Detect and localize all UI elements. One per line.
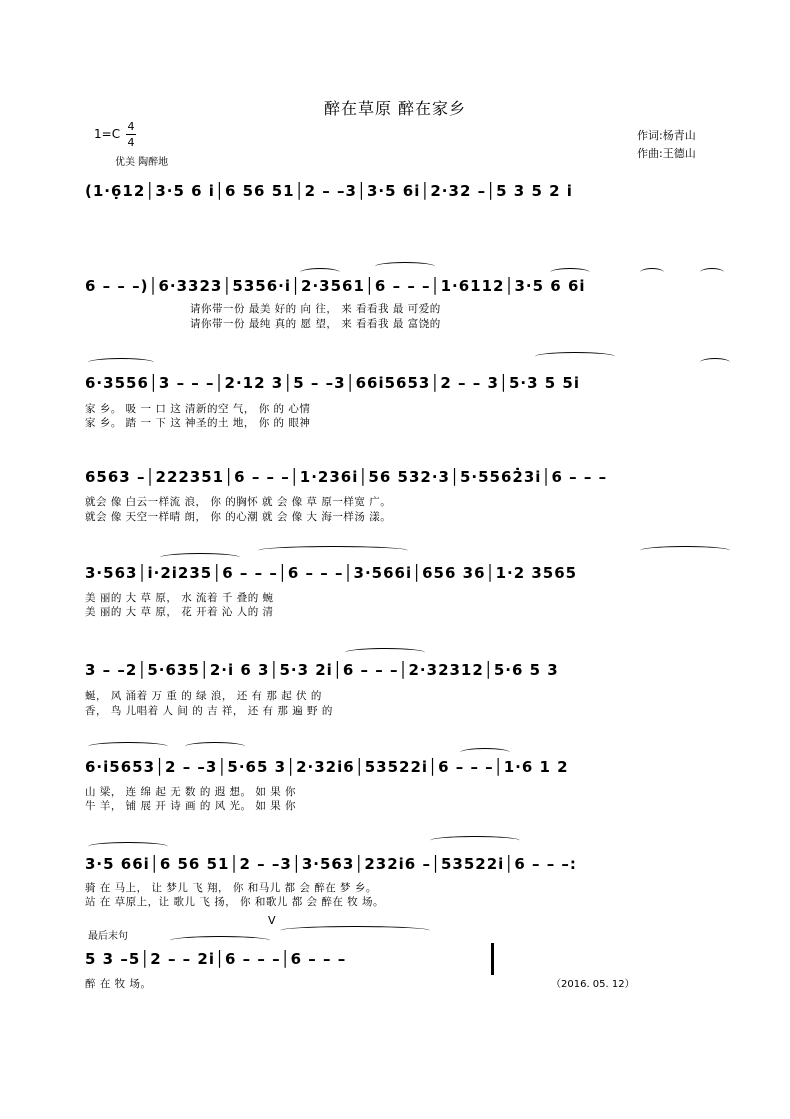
slur — [375, 262, 435, 271]
lyrics-line-2-verse-1: 请你带一份 最美 好的 向 往， 来 看看我 最 可爱的 — [190, 303, 441, 315]
lyrics-line-8-verse-1: 骑 在 马上， 让 梦儿 飞 翔， 你 和马儿 都 会 醉在 梦 乡。 — [85, 882, 377, 894]
score-line-1: (1·6̣12│3·5 6 i│6 56 51│2 – –3│3·5 6i│2·32 –│5 3 5 2 i — [85, 182, 573, 200]
key-signature: 1=C — [94, 127, 121, 141]
lyrics-line-coda: 醉 在 牧 场。 — [85, 978, 152, 990]
lyrics-line-3-verse-2: 家 乡。 踏 一 下 这 神圣的土 地， 你 的 眼神 — [85, 417, 311, 429]
slur — [170, 936, 270, 945]
lyrics-line-6-verse-1: 蜒， 风 涌着 万 重 的 绿 浪， 还 有 那 起 伏 的 — [85, 690, 322, 702]
lyrics-line-7-verse-2: 牛 羊， 铺 展 开 诗 画 的 风 光。 如 果 你 — [85, 800, 297, 812]
slur — [640, 546, 730, 555]
lyrics-line-4-verse-1: 就会 像 白云一样流 浪， 你 的胸怀 就 会 像 草 原一样宽 广。 — [85, 496, 392, 508]
score-line-6: 3 – –2│5·635│2·i 6 3│5·3 2i│6 – – –│2·32312│5·6 5 3 — [85, 661, 559, 679]
score-line-5: 3·563│i·2i235│6 – – –│6 – – –│3·566i│656 36│1·2 3565 — [85, 564, 578, 582]
coda-label: 最后末句 — [88, 931, 128, 942]
slur — [88, 358, 154, 367]
slur — [160, 553, 240, 562]
score-line-3: 6·3556│3 – – –│2·12 3│5 – –3│66i5653│2 – – 3│5·3 5 5i — [85, 374, 580, 392]
score-line-7: 6·i5653│2 – –3│5·65 3│2·32i6│53522i│6 – – –│1·6 1 2 — [85, 758, 569, 776]
score-line-4: 6563 –│222351│6 – – –│1·236i│56 532·3│5·5562̇3i│6 – – – — [85, 468, 608, 486]
slur — [535, 352, 615, 361]
lyrics-line-5-verse-2: 美 丽的 大 草 原， 花 开着 沁 人的 清 — [85, 606, 274, 618]
score-line-2: 6 – – –)│6·3323│5356·i│2·3561│6 – – –│1·6112│3·5 6 6i — [85, 277, 586, 295]
slur — [258, 546, 408, 555]
score-line-coda: 5 3 –5│2 – – 2i│6 – – –│6 – – – — [85, 950, 347, 968]
final-barline — [491, 943, 494, 975]
slur — [460, 748, 510, 757]
page-title: 醉在草原 醉在家乡 — [323, 99, 467, 118]
time-signature — [126, 120, 136, 149]
slur — [345, 648, 425, 657]
slur — [88, 842, 168, 851]
breath-mark: V — [268, 914, 276, 927]
lyrics-line-2-verse-2: 请你带一份 最纯 真的 愿 望， 来 看看我 最 富饶的 — [190, 318, 441, 330]
score-line-8: 3·5 66i│6 56 51│2 – –3│3·563│232i6 –│53522i│6 – – –: — [85, 855, 577, 873]
fraction-line — [126, 134, 136, 135]
slur — [300, 268, 340, 277]
lyrics-line-8-verse-2: 站 在 草原上，让 歌儿 飞 扬， 你 和歌儿 都 会 醉在 牧 场。 — [85, 896, 385, 908]
date-stamp: （2016. 05. 12） — [551, 979, 635, 990]
composer-credit: 作曲:王德山 — [637, 147, 696, 160]
slur — [430, 836, 520, 845]
lyrics-line-7-verse-1: 山 梁， 连 绵 起 无 数 的 遐 想。 如 果 你 — [85, 786, 297, 798]
slur — [280, 926, 430, 935]
lyrics-line-6-verse-2: 香， 鸟 儿唱着 人 间 的 吉 祥， 还 有 那 遍 野 的 — [85, 705, 333, 717]
slur — [550, 268, 590, 277]
time-signature-bottom: 4 — [127, 136, 135, 149]
lyrics-line-5-verse-1: 美 丽的 大 草 原， 水 流着 千 叠的 蜿 — [85, 592, 274, 604]
lyrics-line-4-verse-2: 就会 像 天空一样晴 朗， 你 的心潮 就 会 像 大 海一样汤 漾。 — [85, 511, 392, 523]
slur — [640, 268, 664, 277]
lyrics-line-3-verse-1: 家 乡。 吸 一 口 这 清新的空 气， 你 的 心情 — [85, 403, 311, 415]
slur — [185, 742, 245, 751]
slur — [700, 358, 730, 367]
slur — [700, 268, 724, 277]
tempo-marking: 优美 陶醉地 — [115, 157, 169, 168]
lyricist-credit: 作词:杨青山 — [637, 129, 696, 142]
time-signature-top: 4 — [127, 120, 135, 133]
slur — [88, 742, 168, 751]
